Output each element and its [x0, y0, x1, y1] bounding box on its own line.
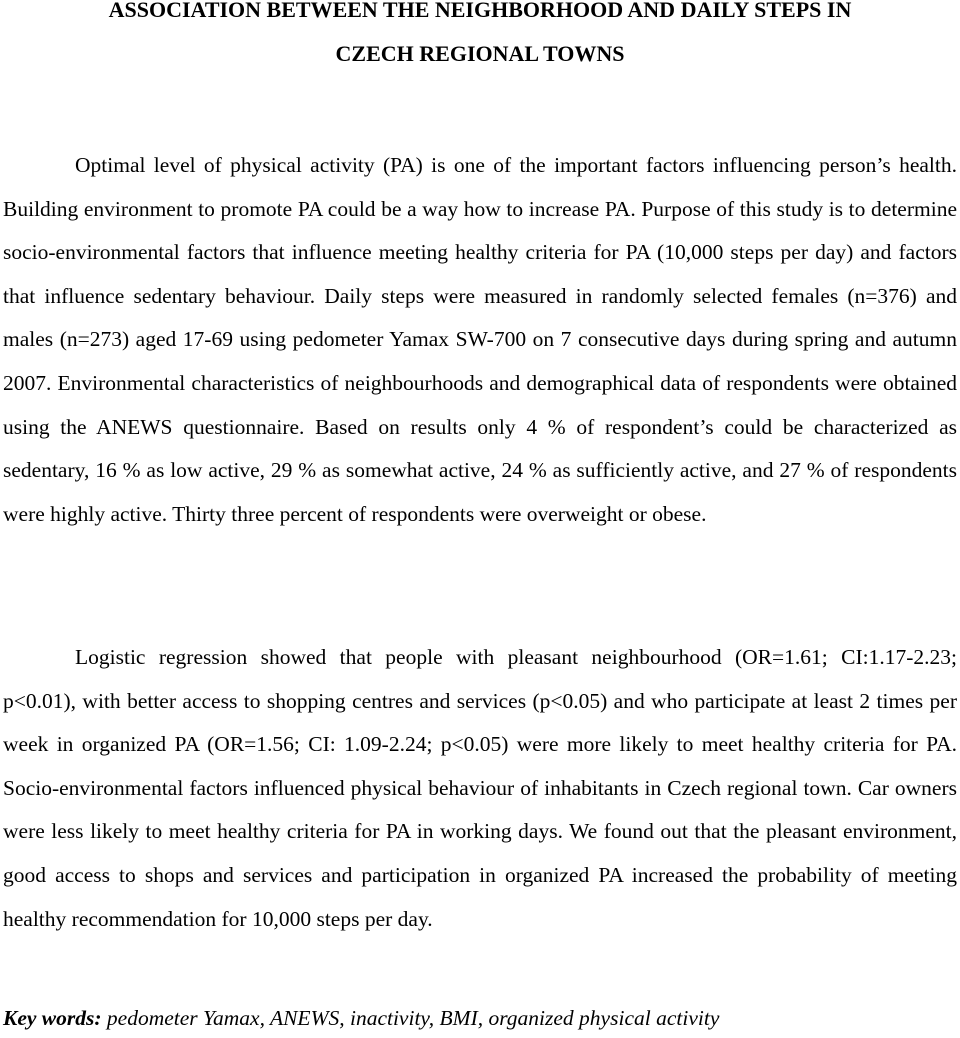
keywords-label: Key words: [3, 1006, 102, 1030]
keywords [3, 998, 719, 1038]
title-line-2: CZECH REGIONAL TOWNS [335, 41, 625, 66]
document-page [3, 0, 957, 1033]
abstract-paragraph-1: Optimal level of physical activity (PA) is one of the important factors influencing person’s health. Building environment to promote PA could be a way how to increase PA. Purpose of this study is to determine socio-environmental factors that influence meeting healthy criteria for PA (10,000 steps per day) and factors that influence sedentary behaviour. Daily steps were measured in randomly selected females (n=376) and males (n=273) aged 17-69 using pedometer Yamax SW-700 on 7 consecutive days during spring and autumn 2007. Environmental characteristics of neighbourhoods and demographical data of respondents were obtained using the ANEWS questionnaire. Based on results only 4 % of respondent’s could be characterized as sedentary, 16 % as low active, 29 % as somewhat active, 24 % as sufficiently active, and 27 % of respondents were highly active. Thirty three percent of respondents were overweight or obese. [3, 153, 957, 526]
title-line-1: ASSOCIATION BETWEEN THE NEIGHBORHOOD AND DAILY STEPS IN [108, 0, 852, 22]
keywords-text: pedometer Yamax, ANEWS, inactivity, BMI, organized physical activity [106, 1006, 720, 1030]
abstract-paragraph-2: Logistic regression showed that people with pleasant neighbourhood (OR=1.61; CI:1.17-2.23; p<0.01), with better access to shopping centres and services (p<0.05) and who participate at least 2 times per week in organized PA (OR=1.56; CI: 1.09-2.24; p<0.05) were more likely to meet healthy criteria for PA. Socio-environmental factors influenced physical behaviour of inhabitants in Czech regional town. Car owners were less likely to meet healthy criteria for PA in working days. We found out that the pleasant environment, good access to shops and services and participation in organized PA increased the probability of meeting healthy recommendation for 10,000 steps per day. [3, 645, 957, 931]
